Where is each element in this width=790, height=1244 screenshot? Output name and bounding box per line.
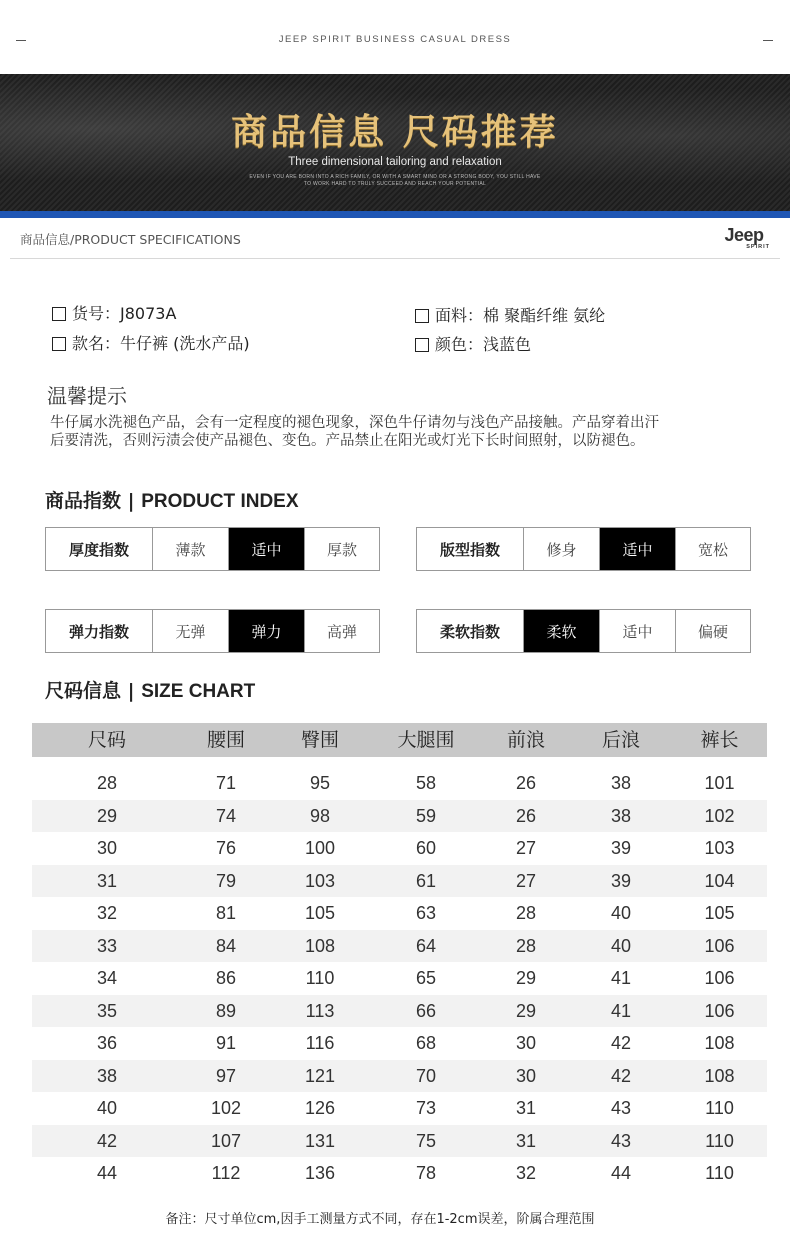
index-stretch-option-stretch: 弹力 — [228, 610, 304, 652]
table-cell-size: 32 — [96, 903, 118, 923]
index-fit-option-medium: 适中 — [599, 528, 675, 570]
table-cell-front-rise: 31 — [515, 1130, 537, 1151]
spec-header-label: 商品信息/PRODUCT SPECIFICATIONS — [20, 232, 241, 247]
table-cell-back-rise: 39 — [610, 838, 632, 858]
table-row — [32, 800, 767, 833]
product-index-title-en: PRODUCT INDEX — [141, 491, 299, 512]
index-thickness-option-medium: 适中 — [228, 528, 304, 570]
table-cell-front-rise: 29 — [515, 1000, 537, 1021]
table-cell-front-rise: 28 — [515, 903, 537, 923]
table-cell-back-rise: 38 — [610, 773, 632, 793]
table-cell-thigh: 73 — [415, 1098, 437, 1118]
size-chart-title-en: SIZE CHART — [141, 681, 256, 702]
info-item-number-text: 货号：J8073A — [72, 304, 177, 323]
table-cell-waist: 89 — [215, 1000, 237, 1021]
table-cell-waist: 71 — [215, 773, 237, 793]
size-table-header — [32, 723, 767, 757]
table-cell-hip: 110 — [305, 968, 335, 988]
table-cell-length: 102 — [704, 805, 735, 826]
table-cell-length: 106 — [704, 968, 735, 988]
index-thickness — [45, 527, 380, 571]
table-cell-size: 42 — [96, 1130, 118, 1151]
table-row — [32, 865, 767, 898]
index-fit — [416, 527, 751, 571]
banner-subtitle: Three dimensional tailoring and relaxation — [288, 156, 502, 168]
info-style — [52, 333, 250, 355]
table-cell-hip: 113 — [305, 1000, 335, 1021]
size-note: 备注：尺寸单位cm,因手工测量方式不同，存在1-2cm误差，阶属合理范围 — [165, 1212, 595, 1227]
index-stretch-name: 弹力指数 — [68, 622, 129, 641]
table-cell-back-rise: 44 — [610, 1163, 632, 1183]
info-fabric — [415, 305, 605, 327]
table-cell-length: 101 — [704, 773, 735, 793]
column-header-front-rise: 前浪 — [506, 729, 545, 751]
title-separator: | — [127, 490, 135, 512]
table-cell-thigh: 65 — [415, 968, 437, 988]
index-softness-option-soft: 柔软 — [523, 610, 599, 652]
column-header-thigh: 大腿围 — [397, 729, 455, 751]
index-thickness-option-thin: 薄款 — [152, 528, 228, 570]
checkbox-square-icon — [52, 307, 66, 321]
table-cell-back-rise: 42 — [610, 1033, 632, 1053]
table-cell-size: 28 — [96, 773, 118, 793]
table-cell-waist: 91 — [215, 1033, 237, 1053]
table-cell-hip: 136 — [304, 1163, 336, 1183]
table-cell-waist: 84 — [215, 935, 237, 956]
table-row — [32, 962, 767, 995]
table-cell-hip: 100 — [304, 838, 336, 858]
index-softness-option-medium: 适中 — [599, 610, 675, 652]
table-cell-hip: 126 — [304, 1098, 336, 1118]
info-color-text: 颜色：浅蓝色 — [435, 335, 532, 354]
table-cell-length: 106 — [704, 1000, 735, 1021]
table-cell-back-rise: 41 — [610, 968, 632, 988]
table-cell-thigh: 68 — [415, 1033, 437, 1053]
table-cell-size: 29 — [96, 805, 118, 826]
table-cell-thigh: 58 — [415, 773, 437, 793]
table-cell-back-rise: 43 — [610, 1130, 632, 1151]
table-cell-waist: 97 — [215, 1065, 237, 1086]
table-cell-length: 110 — [705, 1098, 734, 1118]
index-stretch-option-high: 高弹 — [304, 610, 379, 652]
table-cell-hip: 108 — [304, 935, 336, 956]
checkbox-square-icon — [415, 309, 429, 323]
table-cell-size: 38 — [96, 1065, 118, 1086]
info-item-number — [52, 303, 176, 325]
info-style-text: 款名：牛仔裤 (洗水产品) — [72, 334, 250, 353]
table-cell-thigh: 70 — [415, 1065, 437, 1086]
size-chart-title — [45, 676, 255, 703]
table-cell-back-rise: 38 — [610, 805, 632, 826]
table-cell-thigh: 60 — [415, 838, 437, 858]
column-header-hip: 臀围 — [300, 729, 339, 751]
size-table — [32, 723, 767, 1190]
table-cell-length: 104 — [704, 870, 735, 891]
table-row — [32, 1092, 767, 1125]
table-row — [32, 1157, 767, 1190]
info-color — [415, 334, 531, 356]
table-cell-front-rise: 27 — [515, 870, 537, 891]
table-cell-thigh: 66 — [415, 1000, 437, 1021]
table-cell-back-rise: 42 — [610, 1065, 632, 1086]
table-cell-back-rise: 43 — [610, 1098, 632, 1118]
table-cell-length: 108 — [704, 1033, 735, 1053]
index-fit-option-slim: 修身 — [523, 528, 599, 570]
table-cell-size: 36 — [96, 1033, 118, 1053]
top-strip — [0, 0, 790, 74]
table-cell-thigh: 61 — [415, 870, 437, 891]
table-row — [32, 897, 767, 930]
index-thickness-option-thick: 厚款 — [304, 528, 379, 570]
spec-header — [0, 218, 790, 260]
index-thickness-name: 厚度指数 — [68, 540, 129, 559]
column-header-length: 裤长 — [700, 729, 739, 751]
table-cell-size: 31 — [96, 870, 118, 891]
banner-fineprint-1: EVEN IF YOU ARE BORN INTO A RICH FAMILY, OR WITH A SMART MIND OR A STRONG BODY, YOU STILL HAVE — [249, 174, 541, 180]
table-cell-size: 33 — [96, 935, 118, 956]
tips-body — [50, 414, 740, 450]
table-cell-size: 40 — [96, 1098, 118, 1118]
table-row — [32, 995, 767, 1028]
table-cell-waist: 79 — [215, 870, 237, 891]
table-cell-size: 30 — [96, 838, 118, 858]
table-cell-front-rise: 27 — [515, 838, 537, 858]
table-cell-hip: 116 — [305, 1033, 335, 1053]
banner-title: 商品信息 尺码推荐 — [231, 112, 559, 153]
accent-bar — [0, 211, 790, 218]
table-row — [32, 1027, 767, 1060]
table-cell-waist: 107 — [210, 1130, 242, 1151]
index-softness-option-stiff: 偏硬 — [675, 610, 750, 652]
logo-sub-text: SPIRIT — [746, 244, 770, 250]
table-cell-back-rise: 39 — [610, 870, 632, 891]
product-index-title-cn: 商品指数 — [45, 490, 122, 512]
table-cell-length: 105 — [704, 903, 735, 923]
index-softness-name: 柔软指数 — [439, 622, 500, 641]
table-cell-hip: 121 — [304, 1065, 336, 1086]
table-row — [32, 1060, 767, 1093]
table-cell-hip: 95 — [309, 773, 331, 793]
info-fabric-text: 面料：棉 聚酯纤维 氨纶 — [435, 306, 606, 325]
table-cell-length: 103 — [704, 838, 735, 858]
checkbox-square-icon — [52, 337, 66, 351]
table-cell-waist: 112 — [211, 1163, 241, 1183]
table-cell-length: 110 — [705, 1130, 734, 1151]
table-cell-length: 106 — [704, 935, 735, 956]
table-cell-thigh: 64 — [415, 935, 437, 956]
table-cell-waist: 102 — [210, 1098, 242, 1118]
table-cell-hip: 105 — [304, 903, 336, 923]
size-chart-title-cn: 尺码信息 — [45, 680, 122, 702]
table-cell-front-rise: 28 — [515, 935, 537, 956]
table-cell-thigh: 78 — [415, 1163, 437, 1183]
table-cell-thigh: 75 — [415, 1130, 437, 1151]
index-stretch-option-none: 无弹 — [152, 610, 228, 652]
table-cell-size: 35 — [96, 1000, 118, 1021]
title-separator: | — [127, 680, 135, 702]
table-cell-waist: 74 — [215, 805, 237, 826]
table-cell-front-rise: 26 — [515, 773, 537, 793]
index-fit-option-loose: 宽松 — [675, 528, 750, 570]
size-table-body — [32, 757, 767, 1190]
index-stretch — [45, 609, 380, 653]
table-row — [32, 1125, 767, 1158]
table-cell-front-rise: 32 — [515, 1163, 537, 1183]
column-header-back-rise: 后浪 — [601, 729, 640, 751]
table-cell-back-rise: 40 — [610, 903, 632, 923]
table-cell-length: 110 — [705, 1163, 734, 1183]
table-cell-front-rise: 29 — [515, 968, 537, 988]
table-row — [32, 832, 767, 865]
hero-banner — [0, 74, 790, 211]
table-cell-front-rise: 31 — [515, 1098, 537, 1118]
table-cell-size: 34 — [96, 968, 118, 988]
table-cell-front-rise: 30 — [515, 1033, 537, 1053]
table-cell-hip: 131 — [304, 1130, 336, 1151]
index-fit-name: 版型指数 — [439, 540, 500, 559]
table-cell-hip: 98 — [309, 805, 331, 826]
divider — [10, 258, 780, 259]
table-row — [32, 930, 767, 963]
logo-brand-text: Jeep — [724, 225, 764, 245]
column-header-size: 尺码 — [87, 729, 126, 751]
column-header-waist: 腰围 — [206, 729, 245, 751]
table-cell-thigh: 63 — [415, 903, 437, 923]
table-cell-back-rise: 41 — [610, 1000, 632, 1021]
tips-line-1: 牛仔属水洗褪色产品，会有一定程度的褪色现象，深色牛仔请勿与浅色产品接触。产品穿着出汗 — [50, 415, 659, 431]
tips-line-2: 后要清洗，否则污渍会使产品褪色、变色。产品禁止在阳光或灯光下长时间照射，以防褪色。 — [50, 433, 645, 449]
table-cell-waist: 81 — [215, 903, 237, 923]
banner-fineprint-2: TO WORK HARD TO TRULY SUCCEED AND REACH YOUR POTENTIAL — [303, 181, 487, 187]
checkbox-square-icon — [415, 338, 429, 352]
table-cell-size: 44 — [96, 1163, 118, 1183]
table-cell-waist: 86 — [215, 968, 237, 988]
tips-title: 温馨提示 — [47, 384, 127, 408]
table-cell-length: 108 — [704, 1065, 735, 1086]
table-cell-back-rise: 40 — [610, 935, 632, 956]
table-cell-waist: 76 — [215, 838, 237, 858]
table-cell-front-rise: 30 — [515, 1065, 537, 1086]
decorative-dash-right — [763, 40, 773, 41]
table-row — [32, 767, 767, 800]
table-cell-thigh: 59 — [415, 805, 437, 826]
table-cell-hip: 103 — [304, 870, 336, 891]
brand-tagline: JEEP SPIRIT BUSINESS CASUAL DRESS — [278, 34, 512, 45]
index-softness — [416, 609, 751, 653]
product-index-title — [45, 486, 299, 513]
table-cell-front-rise: 26 — [515, 805, 537, 826]
jeep-logo — [718, 226, 770, 250]
